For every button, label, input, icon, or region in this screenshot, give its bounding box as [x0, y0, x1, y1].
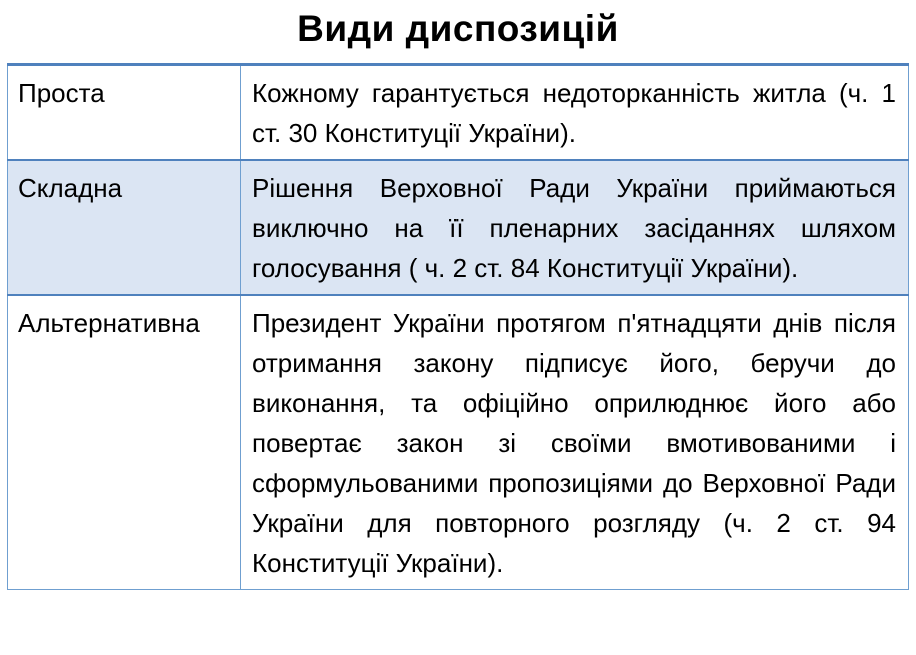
disposition-term-complex: Складна — [8, 160, 241, 295]
table-row — [8, 65, 909, 161]
table-row — [8, 160, 909, 295]
disposition-example-simple: Кожному гарантується недоторканність житла (ч. 1 ст. 30 Конституції України). — [241, 65, 909, 161]
dispositions-table — [7, 63, 909, 590]
disposition-term-simple: Проста — [8, 65, 241, 161]
disposition-example-complex: Рішення Верховної Ради України приймаються виключно на її пленарних засіданнях шляхом голосування ( ч. 2 ст. 84 Конституції України). — [241, 160, 909, 295]
disposition-term-alternative: Альтернативна — [8, 295, 241, 590]
table-row — [8, 295, 909, 590]
slide-title: Види диспозицій — [297, 8, 619, 49]
disposition-example-alternative: Президент України протягом п'ятнадцяти днів після отримання закону підписує його, беручи до виконання, та офіційно оприлюднює його або повертає закон зі своїми вмотивованими і сформульованими пропозиціями до Верховної Ради України для повторного розгляду (ч. 2 ст. 94 Конституції України). — [241, 295, 909, 590]
